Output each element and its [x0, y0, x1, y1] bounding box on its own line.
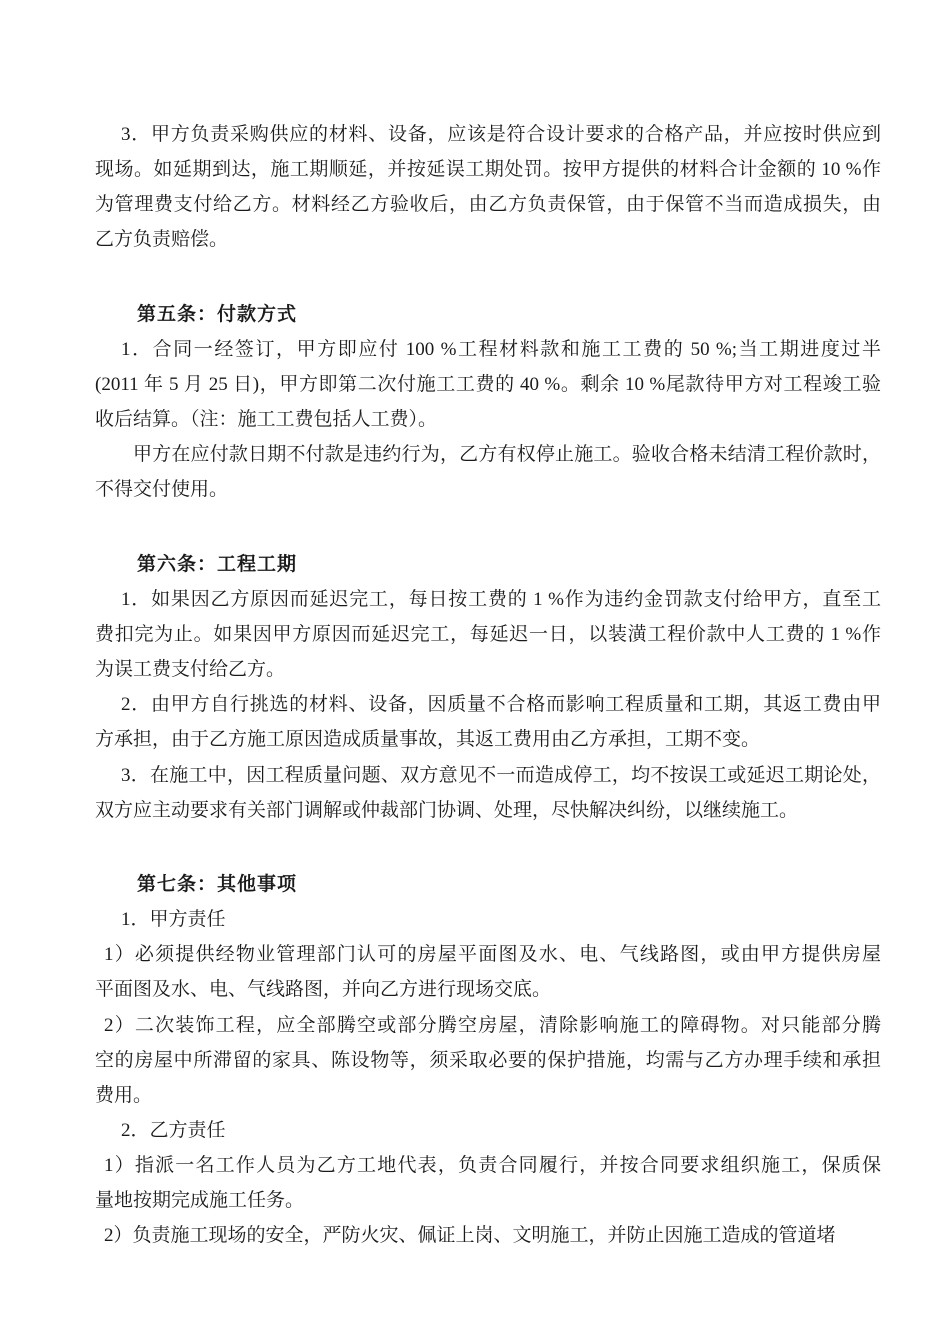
paragraph — [95, 902, 881, 937]
paragraph — [95, 332, 881, 437]
paragraph — [95, 1148, 881, 1218]
section-heading — [95, 297, 881, 332]
text-line: 1）必须提供经物业管理部门认可的房屋平面图及水、电、气线路图，或由甲方提供房屋 — [104, 944, 881, 966]
text-line: 乙方负责赔偿。 — [95, 229, 229, 251]
text-line: (2011 年 5 月 25 日)，甲方即第二次付施工工费的 40 %。剩余 10 %尾款待甲方对工程竣工验 — [95, 374, 881, 396]
section-heading-text: 第五条：付款方式 — [137, 303, 298, 325]
paragraph — [95, 687, 881, 757]
text-line: 3．甲方负责采购供应的材料、设备，应该是符合设计要求的合格产品，并应按时供应到 — [121, 124, 881, 145]
text-line: 方承担，由于乙方施工原因造成质量事故，其返工费用由乙方承担，工期不变。 — [95, 729, 761, 751]
text-line: 2）负责施工现场的安全，严防火灾、佩证上岗、文明施工，并防止因施工造成的管道堵 — [104, 1225, 836, 1247]
document-content — [95, 117, 881, 1253]
text-line: 费扣完为止。如果因甲方原因而延迟完工，每延迟一日，以装潢工程价款中人工费的 1 %作 — [95, 624, 881, 646]
text-line: 现场。如延期到达，施工期顺延，并按延误工期处罚。按甲方提供的材料合计金额的 10 %作 — [95, 159, 881, 181]
section-heading — [95, 547, 881, 582]
text-line: 不得交付使用。 — [95, 479, 229, 501]
section-heading — [95, 867, 881, 902]
text-line: 量地按期完成施工任务。 — [95, 1190, 305, 1212]
section-heading-text: 第六条：工程工期 — [137, 553, 298, 575]
text-line: 1）指派一名工作人员为乙方工地代表，负责合同履行，并按合同要求组织施工，保质保 — [104, 1154, 881, 1176]
section-heading-text: 第七条：其他事项 — [137, 874, 298, 896]
paragraph — [95, 937, 881, 1007]
paragraph — [95, 1008, 881, 1113]
text-line: 甲方在应付款日期不付款是违约行为，乙方有权停止施工。验收合格未结清工程价款时， — [133, 444, 881, 466]
paragraph — [95, 758, 881, 828]
paragraph — [95, 437, 881, 507]
text-line: 1．如果因乙方原因而延迟完工，每日按工费的 1 %作为违约金罚款支付给甲方，直至工 — [121, 589, 881, 611]
text-line: 2．乙方责任 — [121, 1119, 226, 1141]
text-line: 2）二次装饰工程，应全部腾空或部分腾空房屋，清除影响施工的障碍物。对只能部分腾 — [104, 1014, 881, 1036]
text-line: 为误工费支付给乙方。 — [95, 659, 286, 681]
text-line: 3．在施工中，因工程质量问题、双方意见不一而造成停工，均不按误工或延迟工期论处， — [121, 764, 881, 786]
paragraph — [95, 117, 881, 257]
text-line: 双方应主动要求有关部门调解或仲裁部门协调、处理，尽快解决纠纷，以继续施工。 — [95, 799, 799, 821]
text-line: 1．甲方责任 — [121, 909, 226, 931]
text-line: 1．合同一经签订，甲方即应付 100 %工程材料款和施工工费的 50 %;当工期进度过半 — [121, 338, 881, 360]
text-line: 2．由甲方自行挑选的材料、设备，因质量不合格而影响工程质量和工期，其返工费由甲 — [121, 694, 881, 716]
paragraph — [95, 1218, 881, 1253]
paragraph — [95, 1113, 881, 1148]
text-line: 平面图及水、电、气线路图，并向乙方进行现场交底。 — [95, 979, 552, 1001]
text-line: 费用。 — [95, 1084, 153, 1106]
text-line: 空的房屋中所滞留的家具、陈设物等，须采取必要的保护措施，均需与乙方办理手续和承担 — [95, 1049, 881, 1071]
text-line: 收后结算。（注：施工工费包括人工费）。 — [95, 409, 438, 431]
text-line: 为管理费支付给乙方。材料经乙方验收后，由乙方负责保管，由于保管不当而造成损失，由 — [95, 194, 881, 216]
paragraph — [95, 582, 881, 687]
